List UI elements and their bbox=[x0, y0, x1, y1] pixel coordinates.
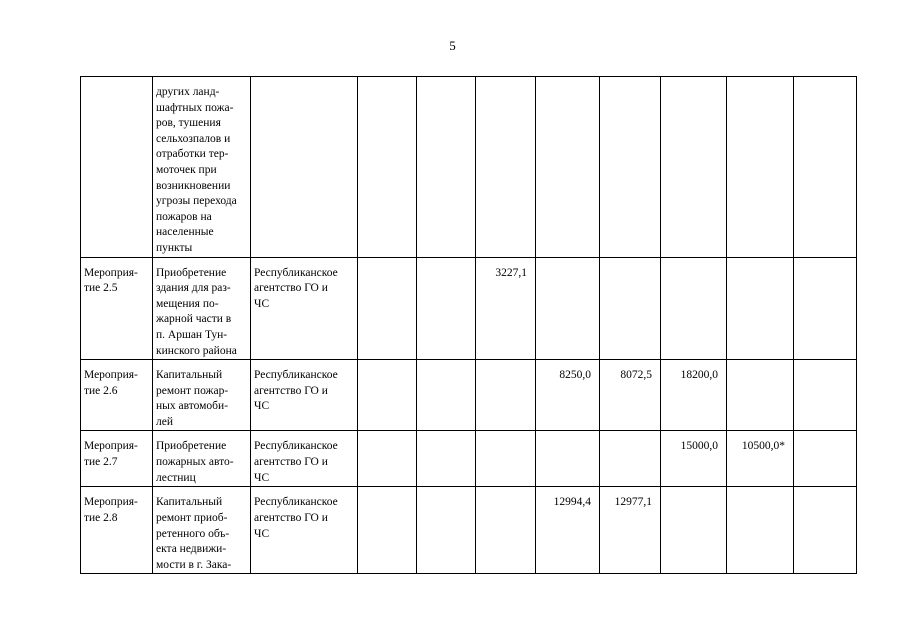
funding-value-cell: 15000,0 bbox=[661, 431, 727, 487]
funding-value-cell bbox=[600, 77, 661, 258]
funding-value-cell bbox=[661, 487, 727, 574]
funding-value-cell: 3227,1 bbox=[476, 257, 536, 360]
funding-value-cell: 12977,1 bbox=[600, 487, 661, 574]
table-row bbox=[81, 487, 857, 574]
table-row bbox=[81, 77, 857, 258]
funding-value-cell bbox=[661, 77, 727, 258]
funding-value-cell bbox=[417, 77, 476, 258]
funding-value-cell: 8250,0 bbox=[536, 360, 600, 431]
executor-cell: Республиканское агентство ГО и ЧС bbox=[251, 431, 358, 487]
activity-name-cell: Капитальный ремонт пожар- ных автомоби- лей bbox=[153, 360, 251, 431]
table-row bbox=[81, 360, 857, 431]
funding-value-cell bbox=[794, 77, 857, 258]
funding-value-cell bbox=[727, 487, 794, 574]
funding-value-cell bbox=[358, 431, 417, 487]
funding-value-cell bbox=[794, 487, 857, 574]
funding-value-cell bbox=[417, 431, 476, 487]
funding-value-cell bbox=[476, 487, 536, 574]
funding-value-cell bbox=[358, 77, 417, 258]
funding-value-cell bbox=[536, 257, 600, 360]
funding-value-cell bbox=[600, 257, 661, 360]
funding-value-cell bbox=[417, 487, 476, 574]
funding-value-cell bbox=[536, 431, 600, 487]
funding-value-cell bbox=[476, 431, 536, 487]
funding-value-cell bbox=[727, 77, 794, 258]
funding-value-cell: 18200,0 bbox=[661, 360, 727, 431]
executor-cell bbox=[251, 77, 358, 258]
activity-name-cell: Приобретение пожарных авто- лестниц bbox=[153, 431, 251, 487]
funding-value-cell bbox=[358, 487, 417, 574]
activity-code-cell: Мероприя- тие 2.5 bbox=[81, 257, 153, 360]
executor-cell: Республиканское агентство ГО и ЧС bbox=[251, 360, 358, 431]
funding-value-cell: 12994,4 bbox=[536, 487, 600, 574]
funding-value-cell bbox=[794, 257, 857, 360]
funding-value-cell: 10500,0* bbox=[727, 431, 794, 487]
funding-value-cell bbox=[358, 257, 417, 360]
activity-code-cell bbox=[81, 77, 153, 258]
funding-value-cell bbox=[600, 431, 661, 487]
table-row bbox=[81, 257, 857, 360]
funding-value-cell bbox=[661, 257, 727, 360]
funding-value-cell bbox=[358, 360, 417, 431]
page-number: 5 bbox=[449, 38, 456, 53]
activity-code-cell: Мероприя- тие 2.7 bbox=[81, 431, 153, 487]
executor-cell: Республиканское агентство ГО и ЧС bbox=[251, 487, 358, 574]
executor-cell: Республиканское агентство ГО и ЧС bbox=[251, 257, 358, 360]
activity-code-cell: Мероприя- тие 2.8 bbox=[81, 487, 153, 574]
activity-name-cell: других ланд- шафтных пожа- ров, тушения сельхозпалов и отработки тер- моточек при возникновении угрозы перехода пожаров на населенные пункты bbox=[153, 77, 251, 258]
activity-name-cell: Приобретение здания для раз- мещения по- жарной части в п. Аршан Тун- кинского района bbox=[153, 257, 251, 360]
table-row bbox=[81, 431, 857, 487]
funding-value-cell bbox=[417, 257, 476, 360]
funding-value-cell bbox=[727, 257, 794, 360]
funding-value-cell bbox=[417, 360, 476, 431]
program-table bbox=[80, 76, 857, 574]
funding-value-cell: 8072,5 bbox=[600, 360, 661, 431]
funding-value-cell bbox=[536, 77, 600, 258]
funding-value-cell bbox=[794, 431, 857, 487]
activity-code-cell: Мероприя- тие 2.6 bbox=[81, 360, 153, 431]
funding-value-cell bbox=[476, 360, 536, 431]
activity-name-cell: Капитальный ремонт приоб- ретенного объ- екта недвижи- мости в г. Зака- bbox=[153, 487, 251, 574]
funding-value-cell bbox=[727, 360, 794, 431]
funding-value-cell bbox=[794, 360, 857, 431]
funding-value-cell bbox=[476, 77, 536, 258]
